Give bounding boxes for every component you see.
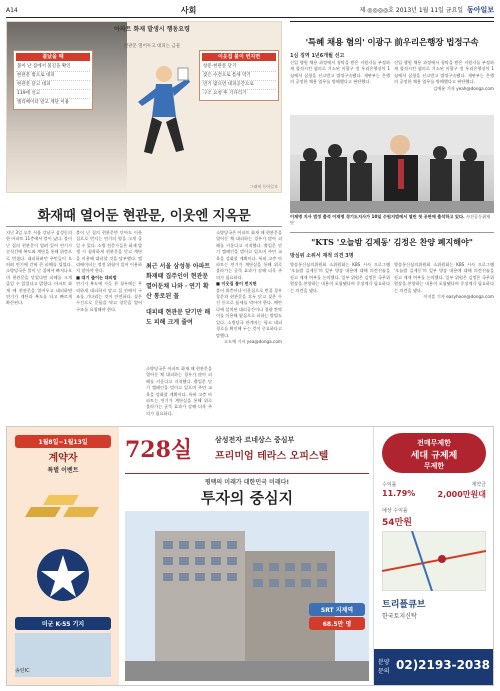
map-illustration xyxy=(382,531,486,591)
phone-label: 분양 문의 xyxy=(378,659,390,675)
ad-center-panel xyxy=(119,427,375,685)
body-text: 방송통신심의위원회 소위원회는 KBS 시사 프로그램 '오늘밤 김제동'의 일부 방송 내용에 대해 의견진술을 듣고 제재 여부를 논의했다. 일부 위원은 김정은 국무위원장을 찬양하는 내용이 포함됐다며 중징계가 필요하다는 의견을 냈다. xyxy=(394,262,494,293)
left-panel-heading: 불났을 때 xyxy=(16,53,90,61)
subheading: ■ 이웃집 불이 번지면 xyxy=(216,281,257,287)
rate-label: 수익률 xyxy=(382,482,397,488)
left-panel-item: 불이 난 집에서 불길을 확인 xyxy=(16,63,90,72)
real-estate-advertisement xyxy=(6,426,494,686)
running-person-illustration xyxy=(132,62,192,162)
ad-builder: 한국토지신탁 xyxy=(382,613,417,620)
byline: 고도예 기자 yea@donga.com xyxy=(223,338,282,344)
right-story2-subline: 방심위 소위서 재적 의견 3명 xyxy=(290,253,354,259)
main-story-column-1 xyxy=(6,230,72,422)
right-panel-item: 연기 많으면 대피공간으로 xyxy=(202,81,276,90)
newspaper-name: 동아일보 xyxy=(466,5,494,14)
ad-right-panel xyxy=(373,427,493,685)
deposit-value: 2,000만원대 xyxy=(437,490,486,499)
right-panel-item: 구조 요청 후 기다리기 xyxy=(203,91,247,96)
header-rule xyxy=(6,17,494,18)
ad-dates: 1월8일~1월13일 xyxy=(15,435,111,448)
page-header xyxy=(6,4,494,16)
issue-date: 제 ◎◎◎◎호 2013년 1월 11일 금요일 xyxy=(359,7,464,14)
body-text: 지난 3일 오후 서울 강남구 삼성동의 한 아파트 11층에서 불이 났다. 불이 난 집의 현관문이 열려 있어 연기가 순식간에 복도와 계단을 통해 위층으로 번졌다. 대피하려던 주민들이 오히려 연기에 갇혀 큰 피해를 입었다. 소방당국은 불이 난 집에서 빠져나오며 현관문을 닫았다면 피해를 크게 줄일 수 있었다고 밝혔다. 아파트 화재 때 현관문을 열어두고 대피하면 연기가 계단과 복도를 타고 빠르게 확산된다. xyxy=(6,230,72,306)
ad-rate-values xyxy=(382,489,486,500)
gold-bars-icon xyxy=(15,477,111,537)
left-panel-item: 119에 신고 xyxy=(16,90,90,99)
byline: 이지훈 기자 easyhoon@donga.com xyxy=(423,294,494,300)
ad-unit-count: 728실 xyxy=(125,437,193,463)
ad-slogan: 평택의 미래가 대한민국 미래다! xyxy=(204,479,290,486)
ad-base-label: 미군 K-55 기지 xyxy=(15,617,111,630)
body-text: 신입 행원 채용 과정에서 청탁을 받은 지원자를 부정하게 합격시킨 혐의로 기소된 이광구 전 우리은행장이 1심에서 실형을 선고받고 법정구속됐다. 재판부는 은행의 공정한 채용 업무를 방해했다고 판단했다. xyxy=(290,60,390,85)
body-text: 소방당국은 아파트 화재 때 현관문을 열어둔 채 대피하는 경우가 많아 피해를 키운다고 지적했다. 출입문 닫기 캠페인을 벌이고 있으며 주민 교육을 강화할 계획이다. 특히 고층 아파트는 연기가 계단실을 통해 위로 올라가는 굴뚝 효과가 강해 더욱 주의가 필요하다. xyxy=(216,230,282,280)
body-text: 불이 난 집의 현관문만 닫아도 이웃집으로 번지는 연기의 양을 크게 줄일 수 있다. 소방 전문가들은 화재 발생 시 침착하게 현관문을 닫고 계단을 이용해 대피할 것을 당부했다. 엘리베이터는 정전 위험이 있어 이용하지 말아야 한다. xyxy=(76,230,142,274)
main-story-column-2 xyxy=(76,230,142,422)
phone-number: 02)2193-2038 xyxy=(396,658,490,672)
deposit-label: 계약금 xyxy=(471,482,486,488)
ad-product: 프리미엄 테라스 오피스텔 xyxy=(215,451,329,462)
military-emblem-icon xyxy=(33,545,93,605)
infographic-title: 아파트 화재 발생시 행동요령 xyxy=(114,26,190,33)
subheading: ■ 대기 줄이는 대피법 xyxy=(76,274,117,280)
right-story-subline: 1심 징역 1년6개월 선고 xyxy=(290,53,345,59)
fire-infographic xyxy=(6,21,282,193)
right-story-top-rule xyxy=(290,21,494,22)
ad-tag: 전매무제한 xyxy=(417,439,451,447)
ad-tag-badge xyxy=(382,433,486,473)
body-text: 방송통신심의위원회 소위원회는 KBS 시사 프로그램 '오늘밤 김제동'의 일부 방송 내용에 대해 의견진술을 듣고 제재 여부를 논의했다. 일부 위원은 김정은 국무위원장을 찬양하는 내용이 포함됐다며 중징계가 필요하다는 의견을 냈다. xyxy=(290,262,390,293)
caption-text: 이재명 지사 법정 출석 이재명 경기도지사가 10일 수원지법에서 열린 첫 공판에 출석하고 있다. xyxy=(290,214,465,219)
ad-partner: 트리플큐브 xyxy=(382,600,426,610)
right-story-body-1 xyxy=(290,60,390,112)
infographic-credit: 그래픽 동아일보 xyxy=(249,184,278,189)
ad-tag3: 무제한 xyxy=(423,462,445,470)
ad-tag2: 세대 규제제 xyxy=(410,451,458,461)
ad-event: 계약자 xyxy=(48,453,78,464)
right-panel-heading: 이웃집 불이 번지면 xyxy=(202,53,276,61)
byline: 김예윤 기자 yeah@donga.com xyxy=(433,85,494,91)
ad-exit-label: 송탄IC xyxy=(15,668,30,674)
body-text: 소방당국은 아파트 화재 때 현관문을 열어둔 채 대피하는 경우가 많아 피해를 키운다고 지적했다. 출입문 닫기 캠페인을 벌이고 있으며 주민 교육을 강화할 계획이다. 특히 고층 아파트는 연기가 계단실을 통해 위로 올라가는 굴뚝 효과가 강해 더욱 주의가 필요하다. xyxy=(146,366,212,416)
photo-credit: 사진공동취재단 xyxy=(290,214,491,225)
ad-rate-labels xyxy=(382,481,486,488)
building-rendering-illustration xyxy=(125,511,369,681)
infographic-left-panel xyxy=(13,50,93,110)
ad-divider xyxy=(125,473,369,474)
right-story2-headline: "KTS '오늘밤 김제동' 김정은 찬양 폐지해야" xyxy=(311,237,473,247)
infographic-right-panel xyxy=(199,50,279,101)
section-label: 사회 xyxy=(180,5,197,15)
left-panel-item: 현관문 밖으로 대피 xyxy=(16,72,90,81)
right-story-headline: '특혜 채용 혐의' 이광구 前우리은행장 법정구속 xyxy=(305,38,479,48)
ad-brand: 삼성전자 르네상스 중심부 xyxy=(215,436,295,444)
loan-label: 예상 수익률 xyxy=(382,508,408,514)
left-panel-item: 엘리베이터 말고 계단 이용 xyxy=(17,100,70,105)
right-story2-rule xyxy=(290,232,494,233)
news-photo xyxy=(290,115,494,213)
right-story2-body-2 xyxy=(394,262,494,422)
infographic-subtitle: 현관문 열어두고 대피는 금물 xyxy=(123,44,181,49)
right-panel-item: 젖은 수건으로 틈새 막기 xyxy=(202,72,276,81)
pull-quote-box xyxy=(146,262,212,362)
pull-quote: 최근 서울 삼성동 아파트 화재때 집주인이 현관문 열어둔채 나와 · 연기 확산 통로된 꼴 xyxy=(146,263,211,300)
body-text: 신입 행원 채용 과정에서 청탁을 받은 지원자를 부정하게 합격시킨 혐의로 기소된 이광구 전 우리은행장이 1심에서 실형을 선고받고 법정구속됐다. 재판부는 은행의 공정한 채용 업무를 방해했다고 판단했다. xyxy=(394,60,494,85)
right-story-body-2 xyxy=(394,60,494,112)
main-story-column-4 xyxy=(216,230,282,422)
ad-capacity: 68.5만 명 xyxy=(309,617,365,630)
ad-slogan-large: 투자의 중심지 xyxy=(200,489,294,507)
body-text: 연기가 복도에 가득 찬 경우에는 무리하게 대피하지 말고 집 안에서 구조를 기다리는 것이 안전하다. 젖은 수건으로 문틈을 막고 창문을 열어 구조를 요청해야 한다. xyxy=(76,281,142,312)
ad-phone-bar xyxy=(374,649,494,685)
ad-transit: SRT 지제역 xyxy=(309,603,365,616)
loan-value: 54만원 xyxy=(382,518,412,528)
photo-crowd-illustration xyxy=(290,115,494,213)
rate-value: 11.79% xyxy=(382,489,416,498)
ad-left-panel xyxy=(7,427,119,685)
ad-event-sub: 특별 이벤트 xyxy=(47,467,79,474)
pull-quote: 대피때 현관문 닫기만 해도 피해 크게 줄여 xyxy=(146,309,211,326)
photo-caption xyxy=(290,214,494,230)
page-number: A14 xyxy=(6,6,18,14)
left-panel-item: 현관문 닫고 대피 xyxy=(16,81,90,90)
main-story-column-3 xyxy=(146,366,212,422)
main-headline: 화재때 열어둔 현관문, 이웃엔 지옥문 xyxy=(37,208,251,224)
body-text: 불이 위층이나 이웃집으로 번질 경우 창문과 현관문을 모두 닫고 젖은 수건 등으로 틈새를 막아야 한다. 베란다에 설치된 대피공간이나 경량 칸막이를 이용해 옆집으로 피하는 방법도 있다. 소방당국 관계자는 평소 대피 경로를 확인해 두는 것이 중요하다고 말했다. xyxy=(216,287,282,338)
headline-rule xyxy=(6,226,282,227)
right-panel-item: 창문·현관문 닫기 xyxy=(202,63,276,72)
right-story2-body-1 xyxy=(290,262,390,422)
